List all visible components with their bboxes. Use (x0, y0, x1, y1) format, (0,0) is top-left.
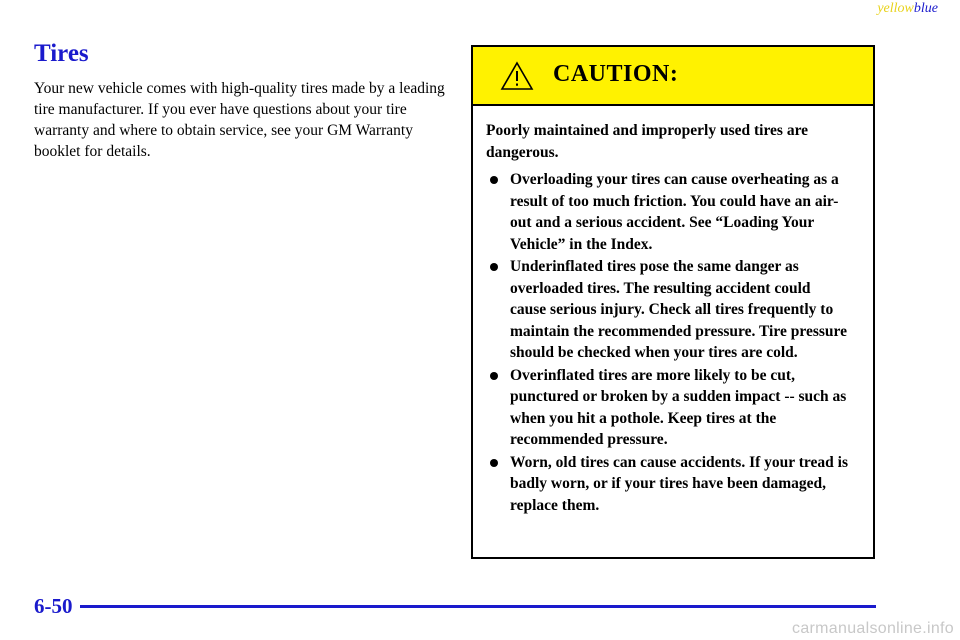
caution-header (473, 47, 873, 106)
caution-body (473, 106, 873, 516)
bullet-dot-icon (490, 176, 498, 184)
caution-bullet (486, 169, 850, 255)
caution-bullet-text: Overinflated tires are more likely to be cut, punctured or broken by a sudden impact -- such as when you hit a pothole. Keep tires at the recommended pressure. (510, 366, 847, 448)
caution-label: CAUTION: (553, 61, 679, 87)
proof-blue-label: blue (913, 1, 938, 16)
caution-bullet-text: Worn, old tires can cause accidents. If your tread is badly worn, or if your tires have been damaged, replace them. (510, 453, 848, 514)
caution-lead: Poorly maintained and improperly used tires are dangerous. (486, 122, 809, 161)
caution-bullet-list (486, 169, 853, 516)
bullet-dot-icon (490, 459, 498, 467)
bullet-dot-icon (490, 372, 498, 380)
section-title: Tires (34, 40, 89, 67)
caution-bullet-text: Overloading your tires can cause overheating as a result of too much friction. You could have an air-out and a serious accident. See “Loading Your Vehicle” in the Index. (510, 171, 839, 253)
warning-triangle-icon (500, 61, 534, 91)
proof-yellow-label: yellow (877, 1, 914, 16)
watermark: carmanualsonline.info (792, 620, 954, 637)
color-proof-marker (877, 1, 938, 17)
footer-divider (80, 605, 876, 608)
caution-bullet (486, 452, 850, 517)
bullet-dot-icon (490, 263, 498, 271)
page-number: 6-50 (34, 594, 73, 618)
caution-bullet (486, 256, 850, 364)
caution-bullet (486, 365, 850, 451)
caution-bullet-text: Underinflated tires pose the same danger as overloaded tires. The resulting accident could cause serious injury. Check all tires frequently to maintain the recommended pressure. Tire pressure should be checked when your tires are cold. (510, 258, 847, 361)
intro-paragraph: Your new vehicle comes with high-quality tires made by a leading tire manufacturer. If you ever have questions about your tire warranty and where to obtain service, see your GM Warranty booklet for details. (34, 80, 445, 160)
caution-box (471, 45, 875, 559)
